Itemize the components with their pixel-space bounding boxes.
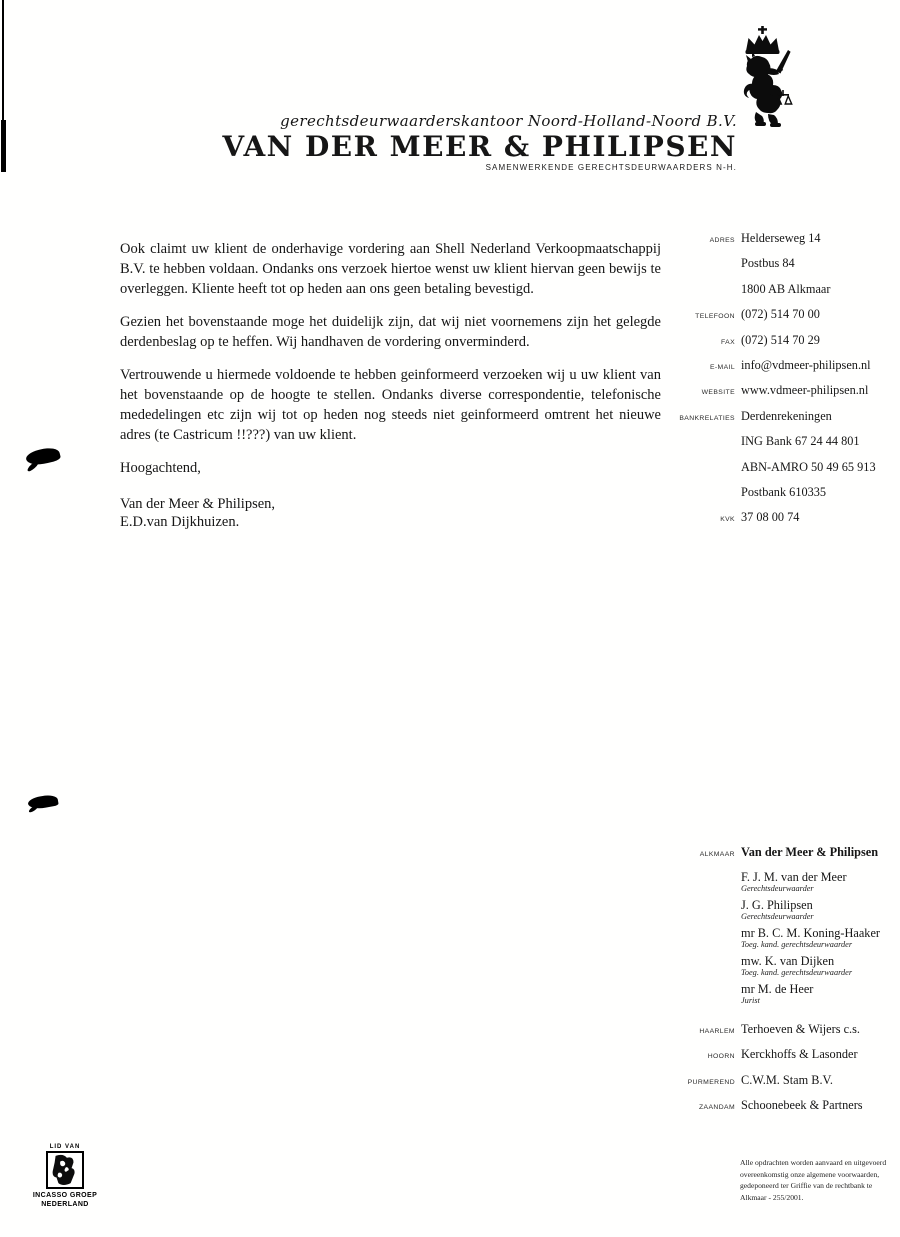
staff-member [741, 982, 900, 1006]
contact-value: (072) 514 70 29 [741, 332, 820, 347]
office-row-hoorn [655, 1047, 900, 1072]
staff-role: Gerechtsdeurwaarder [741, 912, 814, 921]
bank-account: ING Bank 67 24 44 801 [741, 434, 860, 449]
contact-value: 1800 AB Alkmaar [741, 281, 831, 296]
office-city-label: ALKMAAR [699, 851, 735, 858]
office-firm-name: Van der Meer & Philipsen [741, 845, 879, 859]
ink-blot-artifact [25, 445, 62, 468]
office-row-zaandam [655, 1098, 900, 1123]
closing-salutation: Hoogachtend, [120, 460, 201, 476]
office-city-label: PURMEREND [687, 1078, 735, 1086]
email-address: info@vdmeer-philipsen.nl [741, 357, 871, 372]
office-row-haarlem [655, 1022, 900, 1047]
contact-row-adres [655, 231, 895, 256]
letter-body [120, 239, 661, 531]
contact-row [655, 256, 895, 281]
contact-label: KVK [720, 516, 735, 524]
contact-row-fax [655, 333, 895, 358]
contact-row-website [655, 383, 895, 408]
contact-row [655, 282, 895, 307]
signature-name: E.D.van Dijkhuizen. [120, 514, 240, 530]
partner-offices-block [655, 1022, 900, 1124]
bank-account: ABN-AMRO 50 49 65 913 [741, 459, 876, 474]
kvk-number: 37 08 00 74 [741, 510, 800, 525]
membership-line1: INCASSO GROEP [32, 1192, 98, 1199]
contact-row-bank [655, 460, 895, 485]
netherlands-map-icon [46, 1151, 84, 1189]
office-line: gerechtsdeurwaarderskantoor Noord-Holland-Noord B.V. [280, 112, 737, 130]
terms-fine-print: Alle opdrachten worden aanvaard en uitgevoerd overeenkomstig onze algemene voorwaarden, gedeponeerd ter Griffie van de rechtbank te Alkmaar - 255/2001. [740, 1158, 887, 1202]
contact-value: Derdenrekeningen [741, 408, 832, 423]
staff-member [741, 898, 900, 922]
crowned-lion-crest-icon [722, 26, 804, 142]
staff-member [741, 870, 900, 894]
contact-sidebar [655, 231, 895, 536]
office-firm-name: Terhoeven & Wijers c.s. [741, 1022, 860, 1036]
membership-name [26, 1191, 104, 1210]
staff-role: Gerechtsdeurwaarder [741, 884, 814, 893]
lid-van-label: LID VAN [49, 1144, 81, 1150]
membership-logo [26, 1144, 104, 1210]
office-firm-name: Schoonebeek & Partners [741, 1098, 863, 1113]
staff-name: F. J. M. van der Meer [741, 870, 847, 884]
paragraph: Gezien het bovenstaande moge het duidelijk zijn, dat wij niet voornemens zijn het gelegde derdenbeslag op te heffen. Wij handhaven de vordering onverminderd. [120, 314, 661, 350]
contact-value: Helderseweg 14 [741, 231, 821, 245]
signature-company: Van der Meer & Philipsen, [120, 496, 276, 512]
office-row-purmerend [655, 1073, 900, 1098]
contact-row-kvk [655, 510, 895, 535]
office-city-label: ZAANDAM [698, 1104, 735, 1112]
staff-list [741, 870, 900, 1006]
contact-label: E-MAIL [709, 363, 735, 371]
staff-name: J. G. Philipsen [741, 898, 813, 912]
contact-row-email [655, 358, 895, 383]
office-firm-name: Kerckhoffs & Lasonder [741, 1047, 858, 1062]
ink-blot-artifact [27, 793, 59, 810]
contact-label: ADRES [709, 237, 735, 244]
staff-name: mr M. de Heer [741, 982, 814, 996]
staff-role: Toeg. kand. gerechtsdeurwaarder [741, 940, 853, 949]
contact-value: (072) 514 70 00 [741, 307, 820, 322]
office-city-label: HAARLEM [699, 1028, 735, 1035]
membership-line2: NEDERLAND [41, 1201, 89, 1209]
staff-name: mr B. C. M. Koning-Haaker [741, 926, 881, 940]
website-address: www.vdmeer-philipsen.nl [741, 383, 869, 398]
bank-account: Postbank 610335 [741, 484, 827, 499]
contact-row-bank [655, 485, 895, 510]
contact-label: FAX [720, 338, 735, 346]
staff-role: Jurist [741, 996, 760, 1005]
company-name: VAN DER MEER & PHILIPSEN [222, 130, 737, 163]
contact-value: Postbus 84 [741, 256, 795, 271]
contact-row-bankrelaties [655, 409, 895, 434]
letterhead [200, 112, 737, 172]
letterhead-subtitle: SAMENWERKENDE GERECHTSDEURWAARDERS N-H. [485, 163, 737, 173]
office-city-label: HOORN [707, 1053, 735, 1061]
scan-edge-artifact [1, 120, 6, 172]
contact-row-bank [655, 434, 895, 459]
office-firm-name: C.W.M. Stam B.V. [741, 1072, 833, 1087]
staff-member [741, 954, 900, 978]
paragraph: Vertrouwende u hiermede voldoende te hebben geinformeerd verzoeken wij u uw klient van het bovenstaande op de hoogte te stellen. Ondanks diverse correspondentie, telefonische mededelingen etc zijn wij tot op heden nog steeds niet geinformeerd omtrent het nieuwe adres (te Castricum !!???) van uw klient. [120, 367, 661, 443]
staff-name: mw. K. van Dijken [741, 954, 835, 968]
signature-block [120, 495, 661, 531]
contact-label: WEBSITE [701, 389, 735, 397]
staff-member [741, 926, 900, 950]
contact-label: TELEFOON [695, 313, 735, 321]
paragraph: Ook claimt uw klient de onderhavige vordering aan Shell Nederland Verkoopmaatschappij B.V. te hebben voldaan. Ondanks ons verzoek hiertoe wenst uw klient hiervan geen bewijs te overleggen. Kliente heeft tot op heden aan ons geen betaling bevestigd. [120, 241, 661, 297]
offices-block [655, 845, 900, 1010]
contact-row-telefoon [655, 307, 895, 332]
contact-label: BANKRELATIES [679, 414, 735, 422]
staff-role: Toeg. kand. gerechtsdeurwaarder [741, 968, 853, 977]
office-row-alkmaar [655, 845, 900, 860]
